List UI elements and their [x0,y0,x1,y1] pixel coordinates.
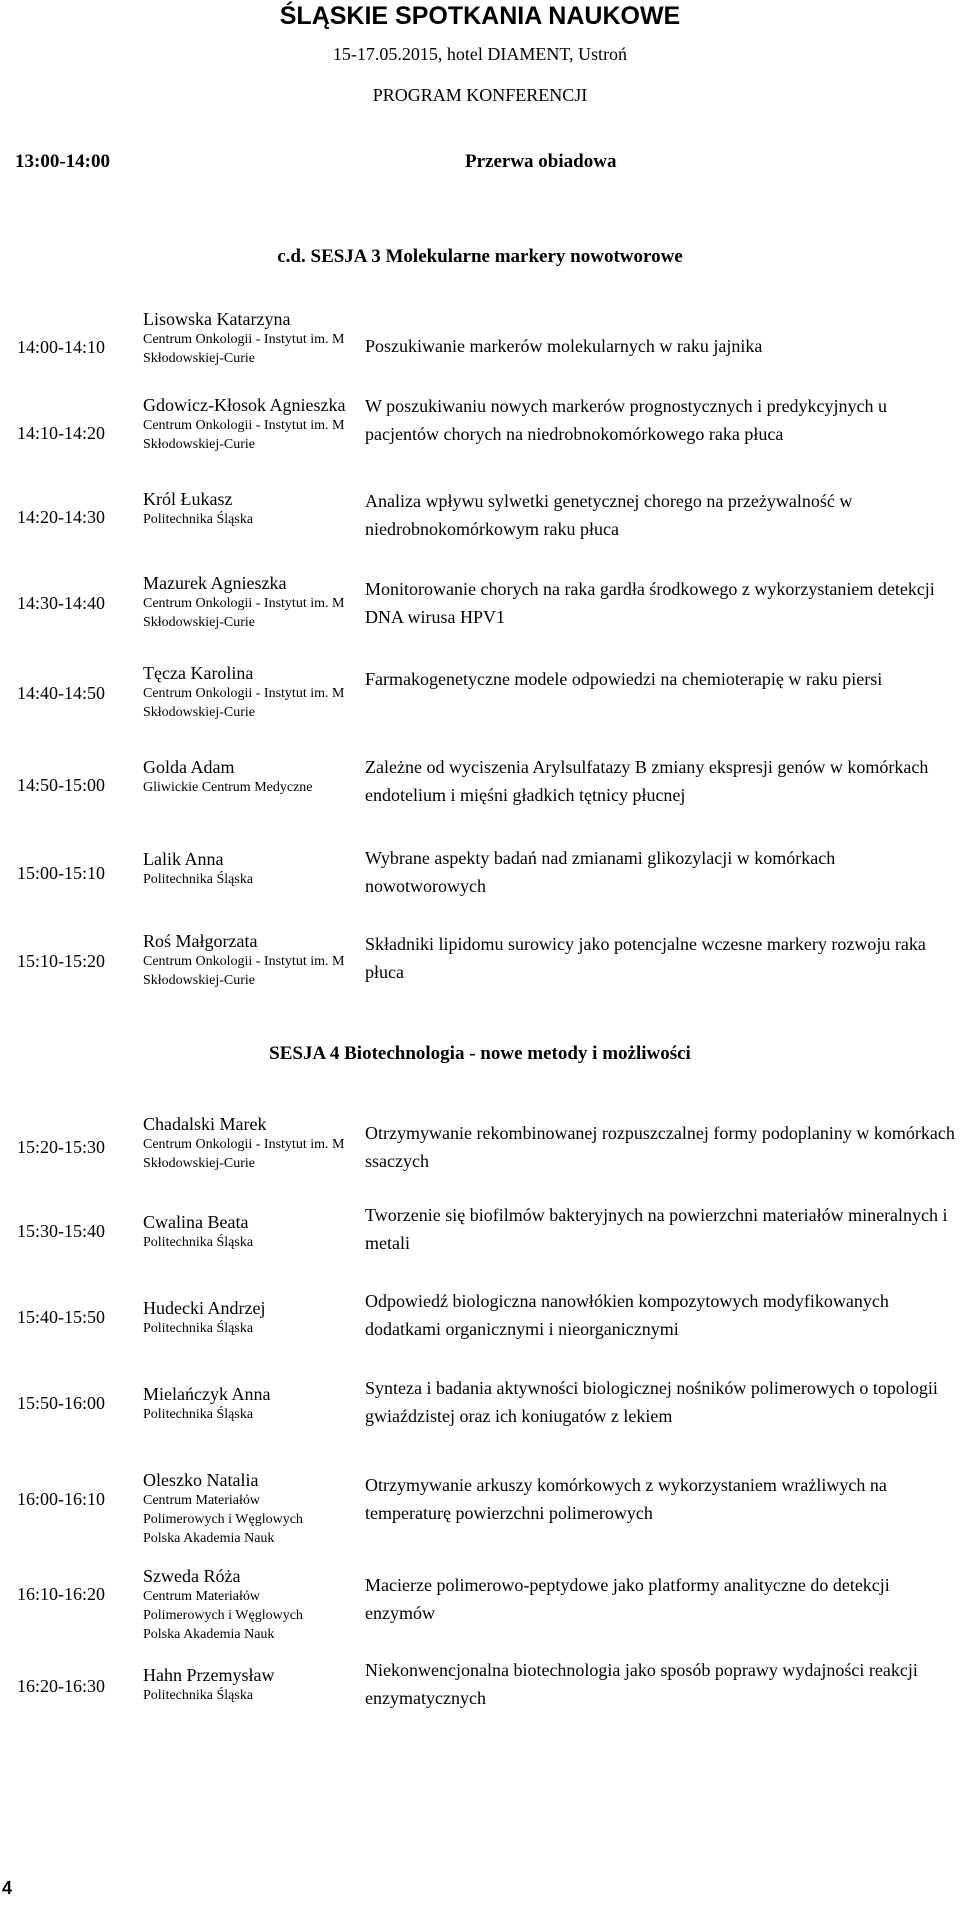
talk-time: 16:10-16:20 [17,1584,105,1604]
speaker-affiliation: Politechnika Śląska [143,872,254,887]
talk-time: 14:00-14:10 [17,337,105,357]
speaker-name: Lisowska Katarzyna [143,309,291,329]
talk-title: Macierze polimerowo-peptydowe jako platformy analityczne do detekcji enzymów [365,1575,890,1623]
speaker-affiliation: Centrum Onkologii - Instytut im. M Skłodowskiej-Curie [143,418,345,452]
talk-speaker [143,1211,363,1252]
talk-speaker [143,572,363,632]
talk-speaker [143,394,363,454]
talk-title: Zależne od wyciszenia Arylsulfatazy B zmiany ekspresji genów w komórkach endotelium i mięśni gładkich tętnicy płucnej [365,757,929,805]
speaker-affiliation: Centrum Onkologii - Instytut im. M Skłodowskiej-Curie [143,954,345,988]
talk-time: 15:20-15:30 [17,1137,105,1157]
speaker-name: Mazurek Agnieszka [143,573,287,593]
talk-speaker [143,930,363,990]
talk-speaker [143,848,363,889]
speaker-name: Gdowicz-Kłosok Agnieszka [143,395,346,415]
page-number: 4 [2,1878,13,1898]
speaker-name: Cwalina Beata [143,1212,249,1232]
talk-speaker [143,1113,363,1173]
speaker-affiliation: Centrum Materiałów Polimerowych i Węglowych Polska Akademia Nauk [143,1493,303,1546]
talk-title: Tworzenie się biofilmów bakteryjnych na powierzchni materiałów mineralnych i metali [365,1205,948,1253]
speaker-affiliation: Centrum Onkologii - Instytut im. M Skłodowskiej-Curie [143,596,345,630]
talk-time: 15:30-15:40 [17,1221,105,1241]
speaker-name: Hahn Przemysław [143,1665,275,1685]
speaker-affiliation: Centrum Onkologii - Instytut im. M Skłodowskiej-Curie [143,332,345,366]
talk-time: 15:00-15:10 [17,863,105,883]
talk-title: Otrzymywanie arkuszy komórkowych z wykorzystaniem wrażliwych na temperaturę powierzchni polimerowych [365,1475,887,1523]
talk-title: Synteza i badania aktywności biologicznej nośników polimerowych o topologii gwiaździstej oraz ich koniugatów z lekiem [365,1378,938,1426]
speaker-affiliation: Politechnika Śląska [143,1321,254,1336]
talk-time: 15:10-15:20 [17,951,105,971]
talk-speaker [143,1469,343,1548]
speaker-name: Golda Adam [143,757,235,777]
talk-speaker [143,488,363,529]
speaker-affiliation: Centrum Materiałów Polimerowych i Węglowych Polska Akademia Nauk [143,1589,303,1642]
speaker-name: Roś Małgorzata [143,931,258,951]
speaker-name: Szweda Róża [143,1566,241,1586]
speaker-name: Mielańczyk Anna [143,1384,271,1404]
lunch-break-time: 13:00-14:00 [15,151,110,172]
speaker-affiliation: Politechnika Śląska [143,1688,254,1703]
lunch-break-label: Przerwa obiadowa [465,151,617,172]
speaker-affiliation: Gliwickie Centrum Medyczne [143,780,313,795]
talk-title: Farmakogenetyczne modele odpowiedzi na chemioterapię w raku piersi [365,669,883,689]
talk-time: 14:50-15:00 [17,775,105,795]
talk-title: Analiza wpływu sylwetki genetycznej chorego na przeżywalność w niedrobnokomórkowym raku płuca [365,491,853,539]
talk-title: Poszukiwanie markerów molekularnych w raku jajnika [365,336,763,356]
talk-title: Wybrane aspekty badań nad zmianami glikozylacji w komórkach nowotworowych [365,848,836,896]
conference-program-heading: PROGRAM KONFERENCJI [372,85,588,105]
talk-time: 14:20-14:30 [17,507,105,527]
speaker-name: Lalik Anna [143,849,224,869]
speaker-affiliation: Centrum Onkologii - Instytut im. M Skłodowskiej-Curie [143,1137,345,1171]
speaker-name: Hudecki Andrzej [143,1298,266,1318]
speaker-affiliation: Centrum Onkologii - Instytut im. M Skłodowskiej-Curie [143,686,345,720]
talk-speaker [143,1565,343,1644]
session-3-heading: c.d. SESJA 3 Molekularne markery nowotworowe [277,246,683,267]
speaker-name: Oleszko Natalia [143,1470,259,1490]
talk-time: 15:40-15:50 [17,1307,105,1327]
talk-time: 14:40-14:50 [17,683,105,703]
talk-speaker [143,662,363,722]
conference-title: ŚLĄSKIE SPOTKANIA NAUKOWE [279,2,681,30]
talk-title: Składniki lipidomu surowicy jako potencjalne wczesne markery rozwoju raka płuca [365,934,926,982]
speaker-affiliation: Politechnika Śląska [143,1407,254,1422]
speaker-name: Chadalski Marek [143,1114,267,1134]
talk-speaker [143,308,363,368]
speaker-affiliation: Politechnika Śląska [143,512,254,527]
talk-title: W poszukiwaniu nowych markerów prognostycznych i predykcyjnych u pacjentów chorych na niedrobnokomórkowego raka płuca [365,396,888,444]
talk-speaker [143,1297,363,1338]
talk-time: 15:50-16:00 [17,1393,105,1413]
speaker-name: Tęcza Karolina [143,663,254,683]
talk-speaker [143,756,363,797]
talk-speaker [143,1664,363,1705]
talk-title: Otrzymywanie rekombinowanej rozpuszczalnej formy podoplaniny w komórkach ssaczych [365,1123,955,1171]
talk-title: Niekonwencjonalna biotechnologia jako sposób poprawy wydajności reakcji enzymatycznych [365,1660,918,1708]
talk-time: 16:20-16:30 [17,1676,105,1696]
talk-time: 14:30-14:40 [17,593,105,613]
conference-dates-venue: 15-17.05.2015, hotel DIAMENT, Ustroń [332,44,628,64]
talk-title: Monitorowanie chorych na raka gardła środkowego z wykorzystaniem detekcji DNA wirusa HPV1 [365,579,935,627]
talk-speaker [143,1383,363,1424]
session-4-heading: SESJA 4 Biotechnologia - nowe metody i możliwości [269,1043,691,1064]
speaker-affiliation: Politechnika Śląska [143,1235,254,1250]
talk-title: Odpowiedź biologiczna nanowłókien kompozytowych modyfikowanych dodatkami organicznymi i nieorganicznymi [365,1291,889,1339]
talk-time: 14:10-14:20 [17,423,105,443]
talk-time: 16:00-16:10 [17,1489,105,1509]
speaker-name: Król Łukasz [143,489,233,509]
